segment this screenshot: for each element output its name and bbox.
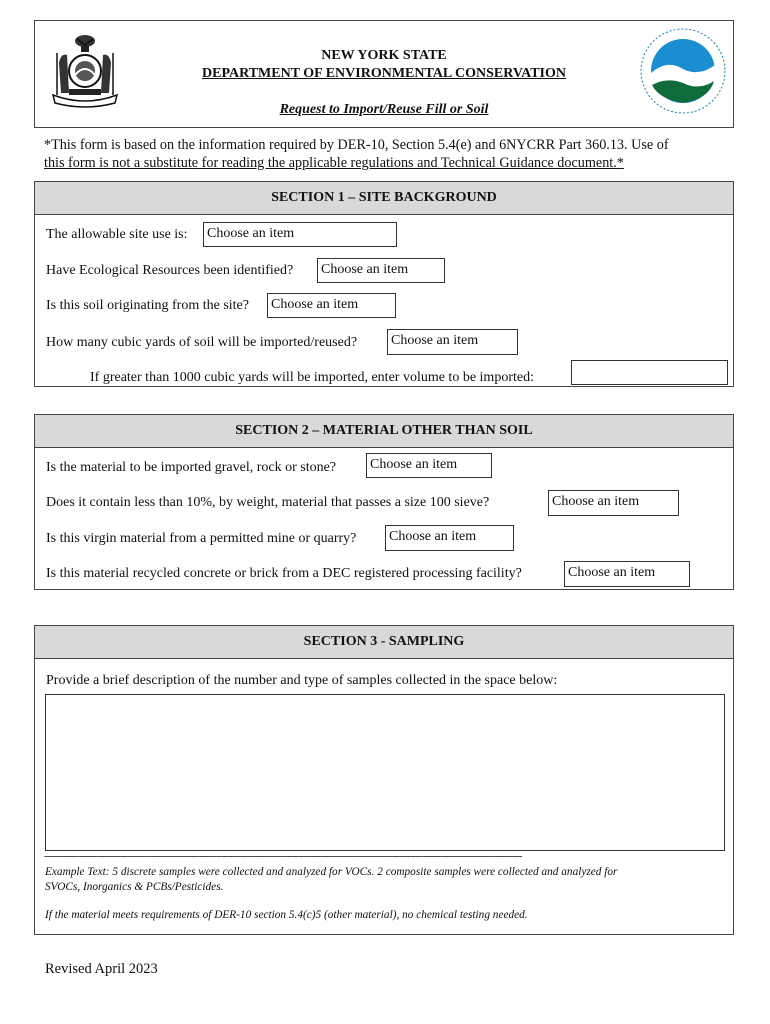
header-line-1: NEW YORK STATE: [321, 48, 447, 63]
soil-origin-dropdown[interactable]: Choose an item: [267, 293, 396, 318]
sieve-dropdown[interactable]: Choose an item: [548, 490, 679, 516]
notice-line-2a: this form is not a substitute: [44, 155, 199, 171]
volume-label: If greater than 1000 cubic yards will be imported, enter volume to be imported:: [90, 370, 534, 385]
gravel-rock-label: Is the material to be imported gravel, rock or stone?: [46, 460, 337, 475]
cubic-yards-label: How many cubic yards of soil will be imported/reused?: [46, 335, 358, 350]
recycled-concrete-label: Is this material recycled concrete or brick from a DEC registered processing facility?: [46, 566, 522, 581]
header-line-2: DEPARTMENT OF ENVIRONMENTAL CONSERVATION: [202, 66, 566, 81]
section-1-title: SECTION 1 – SITE BACKGROUND: [35, 182, 733, 215]
soil-origin-label: Is this soil originating from the site?: [46, 298, 249, 313]
section-1: [34, 181, 734, 387]
form-title: Request to Import/Reuse Fill or Soil: [279, 102, 489, 117]
sampling-description-textarea[interactable]: [45, 694, 725, 851]
cubic-yards-dropdown[interactable]: Choose an item: [387, 329, 518, 355]
site-use-dropdown[interactable]: Choose an item: [203, 222, 397, 247]
sampling-prompt: Provide a brief description of the number and type of samples collected in the space below:: [46, 673, 558, 688]
revised-date: Revised April 2023: [45, 961, 158, 977]
ecological-resources-label: Have Ecological Resources been identified?: [46, 263, 294, 278]
example-text-1: Example Text: 5 discrete samples were collected and analyzed for VOCs. 2 composite samples were collected and analyzed for: [45, 866, 618, 878]
virgin-material-label: Is this virgin material from a permitted mine or quarry?: [46, 531, 357, 546]
notice-line-2: [44, 155, 624, 172]
sieve-label: Does it contain less than 10%, by weight, material that passes a size 100 sieve?: [46, 495, 490, 510]
virgin-material-dropdown[interactable]: Choose an item: [385, 525, 514, 551]
notice-line-2b: for reading the applicable regulations and Technical Guidance document.*: [198, 155, 624, 171]
dec-logo-icon: [637, 25, 729, 117]
site-use-label: The allowable site use is:: [46, 227, 188, 242]
notice-line-1: *This form is based on the information required by DER-10, Section 5.4(e) and 6NYCRR Part 360.13. Use of: [44, 137, 669, 153]
gravel-rock-dropdown[interactable]: Choose an item: [366, 453, 492, 478]
example-text-3: If the material meets requirements of DER-10 section 5.4(c)5 (other material), no chemical testing needed.: [45, 909, 528, 921]
volume-input[interactable]: [571, 360, 728, 385]
ecological-resources-dropdown[interactable]: Choose an item: [317, 258, 445, 283]
header-box: [34, 20, 734, 128]
example-text-2: SVOCs, Inorganics & PCBs/Pesticides.: [45, 881, 224, 893]
section-3-title: SECTION 3 - SAMPLING: [35, 626, 733, 659]
recycled-concrete-dropdown[interactable]: Choose an item: [564, 561, 690, 587]
section-2-title: SECTION 2 – MATERIAL OTHER THAN SOIL: [35, 415, 733, 448]
example-divider: -------------------------------------------------------------------------------------------------------------------------------------------------------------------------------: [44, 851, 522, 862]
